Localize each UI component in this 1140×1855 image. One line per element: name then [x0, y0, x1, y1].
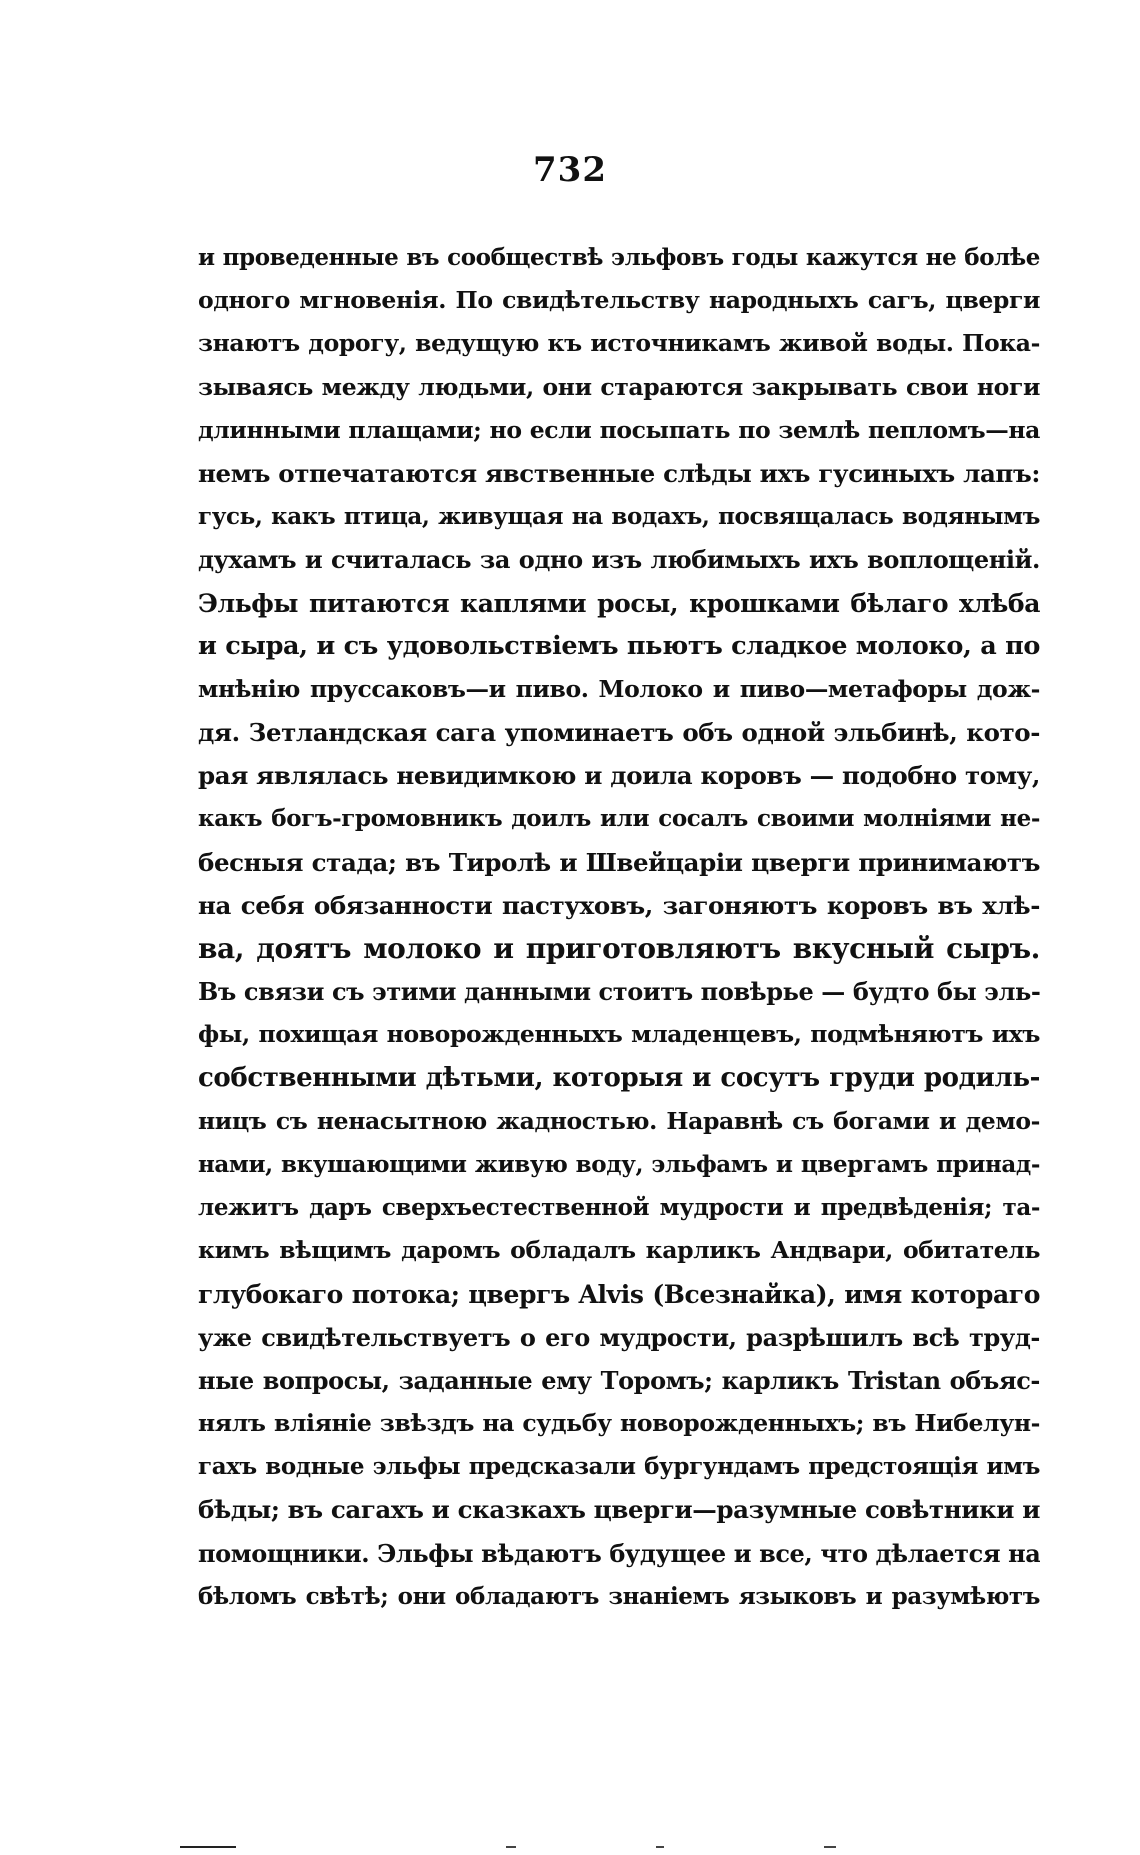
text-line: бесныя стада; въ Тиролѣ и Швейцаріи цверги принимаютъ	[198, 847, 1040, 877]
text-line: гахъ водные эльфы предсказали бургундамъ предстоящія имъ	[198, 1453, 1040, 1481]
text-line: знаютъ дорогу, ведущую къ источникамъ живой воды. Пока-	[198, 329, 1040, 358]
text-line: собственными дѣтьми, которыя и сосутъ груди родиль-	[198, 1062, 1040, 1093]
text-line: зываясь между людьми, они стараются закрывать свои ноги	[198, 372, 1040, 401]
text-line: мнѣнію пруссаковъ—и пиво. Молоко и пиво—метафоры дож-	[198, 674, 1040, 703]
footer-dash	[656, 1846, 664, 1848]
text-line: одного мгновенія. По свидѣтельству народныхъ сагъ, цверги	[198, 286, 1040, 315]
footer-dash	[824, 1846, 836, 1848]
text-line: уже свидѣтельствуетъ о его мудрости, разрѣшилъ всѣ труд-	[198, 1322, 1040, 1352]
text-line: помощники. Эльфы вѣдаютъ будущее и все, что дѣлается на	[198, 1538, 1040, 1568]
page-number: 732	[533, 150, 607, 190]
text-line: глубокаго потока; цвергъ Alvis (Всезнайка), имя котораго	[198, 1279, 1040, 1309]
text-line: какъ богъ-громовникъ доилъ или сосалъ своими молніями не-	[198, 805, 1040, 833]
body-text	[198, 236, 1040, 1618]
text-line: бѣды; въ сагахъ и сказкахъ цверги—разумные совѣтники и	[198, 1495, 1040, 1525]
text-line: рая являлась невидимкою и доила коровъ — подобно тому,	[198, 761, 1040, 791]
text-line: фы, похищая новорожденныхъ младенцевъ, подмѣняютъ ихъ	[198, 1020, 1040, 1049]
text-line: кимъ вѣщимъ даромъ обладалъ карликъ Андвари, обитатель	[198, 1236, 1040, 1265]
text-line: нялъ вліяніе звѣздъ на судьбу новорожденныхъ; въ Нибелун-	[198, 1409, 1040, 1438]
text-line: духамъ и считалась за одно изъ любимыхъ ихъ воплощеній.	[198, 545, 1040, 575]
footer-dash	[506, 1846, 516, 1848]
text-line: нами, вкушающими живую воду, эльфамъ и цвергамъ принад-	[198, 1150, 1040, 1178]
text-line: ницъ съ ненасытною жадностью. Наравнѣ съ богами и демо-	[198, 1106, 1040, 1135]
text-line: ные вопросы, заданные ему Торомъ; карликъ Tristan объяс-	[198, 1365, 1040, 1395]
text-line: на себя обязанности пастуховъ, загоняютъ коровъ въ хлѣ-	[198, 890, 1040, 920]
text-line: лежитъ даръ сверхъестественной мудрости и предвѣденія; та-	[198, 1194, 1040, 1222]
text-line: длинными плащами; но если посыпать по землѣ пепломъ—на	[198, 415, 1040, 444]
text-line: бѣломъ свѣтѣ; они обладаютъ знаніемъ языковъ и разумѣютъ	[198, 1582, 1040, 1610]
text-line: гусь, какъ птица, живущая на водахъ, посвящалась водянымъ	[198, 503, 1040, 531]
text-line: Эльфы питаются каплями росы, крошками бѣлаго хлѣба	[198, 588, 1040, 618]
text-line: и сыра, и съ удовольствіемъ пьютъ сладкое молоко, а по	[198, 630, 1040, 661]
footer-rule	[180, 1846, 236, 1848]
text-line: дя. Зетландская сага упоминаетъ объ одной эльбинѣ, кото-	[198, 718, 1040, 748]
text-line: немъ отпечатаются явственные слѣды ихъ гусиныхъ лапъ:	[198, 458, 1040, 488]
text-line: и проведенные въ сообществѣ эльфовъ годы кажутся не болѣе	[198, 244, 1040, 271]
text-line: Въ связи съ этими данными стоитъ повѣрье — будто бы эль-	[198, 977, 1040, 1007]
text-line: ва, доятъ молоко и приготовляютъ вкусный сыръ.	[198, 932, 1040, 965]
